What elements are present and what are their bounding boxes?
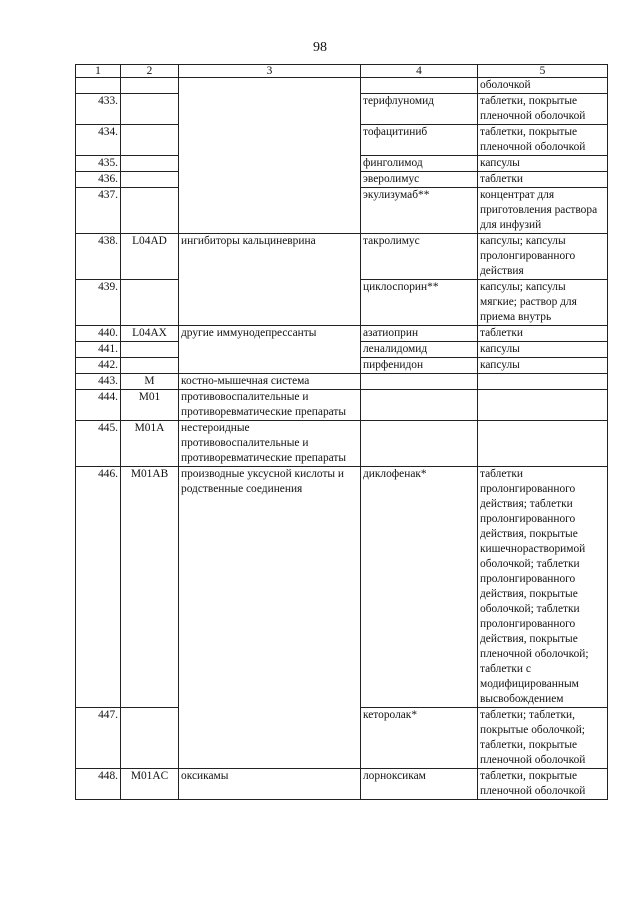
substance: циклоспорин** xyxy=(361,280,478,326)
atc-code xyxy=(121,172,179,188)
table-row xyxy=(76,390,608,421)
dosage-form: таблетки xyxy=(478,326,608,342)
col-header-1: 1 xyxy=(76,65,121,78)
group-name xyxy=(179,78,361,234)
dosage-form: таблетки пролонгированного действия; таблетки пролонгированного действия, покрытые кишечнорастворимой оболочкой; таблетки пролонгированного действия, покрытые оболочкой; таблетки пролонгированного действия, покрытые пленочной оболочкой; таблетки с модифицированным высвобождением xyxy=(478,467,608,708)
dosage-form: капсулы; капсулы мягкие; раствор для приема внутрь xyxy=(478,280,608,326)
atc-code: L04AX xyxy=(121,326,179,342)
atc-code: M01A xyxy=(121,421,179,467)
row-number: 435. xyxy=(76,156,121,172)
substance: терифлуномид xyxy=(361,94,478,125)
substance: лорноксикам xyxy=(361,769,478,800)
dosage-form: таблетки, покрытые пленочной оболочкой xyxy=(478,125,608,156)
substance: кеторолак* xyxy=(361,708,478,769)
substance: финголимод xyxy=(361,156,478,172)
atc-code xyxy=(121,156,179,172)
row-number: 438. xyxy=(76,234,121,280)
group-name: нестероидные противовоспалительные и противоревматические препараты xyxy=(179,421,361,467)
dosage-form: таблетки; таблетки, покрытые оболочкой; таблетки, покрытые пленочной оболочкой xyxy=(478,708,608,769)
table-header-row xyxy=(76,65,608,78)
table-row xyxy=(76,374,608,390)
dosage-form: концентрат для приготовления раствора для инфузий xyxy=(478,188,608,234)
col-header-5: 5 xyxy=(478,65,608,78)
substance xyxy=(361,390,478,421)
row-number xyxy=(76,78,121,94)
dosage-form xyxy=(478,390,608,421)
atc-code xyxy=(121,280,179,326)
substance: диклофенак* xyxy=(361,467,478,708)
substance xyxy=(361,78,478,94)
group-name: оксикамы xyxy=(179,769,361,800)
row-number: 442. xyxy=(76,358,121,374)
atc-code xyxy=(121,358,179,374)
row-number: 448. xyxy=(76,769,121,800)
dosage-form: капсулы xyxy=(478,156,608,172)
row-number: 439. xyxy=(76,280,121,326)
group-name: производные уксусной кислоты и родственные соединения xyxy=(179,467,361,769)
dosage-form: таблетки, покрытые пленочной оболочкой xyxy=(478,94,608,125)
substance xyxy=(361,421,478,467)
substance: пирфенидон xyxy=(361,358,478,374)
group-name: костно-мышечная система xyxy=(179,374,361,390)
row-number: 433. xyxy=(76,94,121,125)
col-header-4: 4 xyxy=(361,65,478,78)
table-row xyxy=(76,78,608,94)
row-number: 445. xyxy=(76,421,121,467)
drug-table xyxy=(75,64,608,800)
atc-code xyxy=(121,125,179,156)
table-row xyxy=(76,234,608,280)
row-number: 434. xyxy=(76,125,121,156)
dosage-form: капсулы; капсулы пролонгированного действия xyxy=(478,234,608,280)
atc-code xyxy=(121,94,179,125)
row-number: 443. xyxy=(76,374,121,390)
substance: эверолимус xyxy=(361,172,478,188)
dosage-form: капсулы xyxy=(478,358,608,374)
dosage-form: капсулы xyxy=(478,342,608,358)
dosage-form: оболочкой xyxy=(478,78,608,94)
row-number: 447. xyxy=(76,708,121,769)
atc-code xyxy=(121,342,179,358)
table-row xyxy=(76,769,608,800)
substance: экулизумаб** xyxy=(361,188,478,234)
substance: леналидомид xyxy=(361,342,478,358)
group-name: ингибиторы кальциневрина xyxy=(179,234,361,326)
atc-code xyxy=(121,78,179,94)
atc-code: M xyxy=(121,374,179,390)
atc-code xyxy=(121,708,179,769)
table-row xyxy=(76,421,608,467)
group-name: противовоспалительные и противоревматические препараты xyxy=(179,390,361,421)
row-number: 441. xyxy=(76,342,121,358)
table-row xyxy=(76,467,608,708)
substance: азатиоприн xyxy=(361,326,478,342)
dosage-form: таблетки, покрытые пленочной оболочкой xyxy=(478,769,608,800)
row-number: 446. xyxy=(76,467,121,708)
page-number: 98 xyxy=(313,40,327,55)
atc-code xyxy=(121,188,179,234)
row-number: 440. xyxy=(76,326,121,342)
table-row xyxy=(76,326,608,342)
col-header-3: 3 xyxy=(179,65,361,78)
row-number: 436. xyxy=(76,172,121,188)
row-number: 444. xyxy=(76,390,121,421)
substance: такролимус xyxy=(361,234,478,280)
dosage-form xyxy=(478,374,608,390)
substance xyxy=(361,374,478,390)
col-header-2: 2 xyxy=(121,65,179,78)
row-number: 437. xyxy=(76,188,121,234)
atc-code: M01 xyxy=(121,390,179,421)
substance: тофацитиниб xyxy=(361,125,478,156)
dosage-form xyxy=(478,421,608,467)
dosage-form: таблетки xyxy=(478,172,608,188)
atc-code: L04AD xyxy=(121,234,179,280)
group-name: другие иммунодепрессанты xyxy=(179,326,361,374)
atc-code: M01AB xyxy=(121,467,179,708)
atc-code: M01AC xyxy=(121,769,179,800)
